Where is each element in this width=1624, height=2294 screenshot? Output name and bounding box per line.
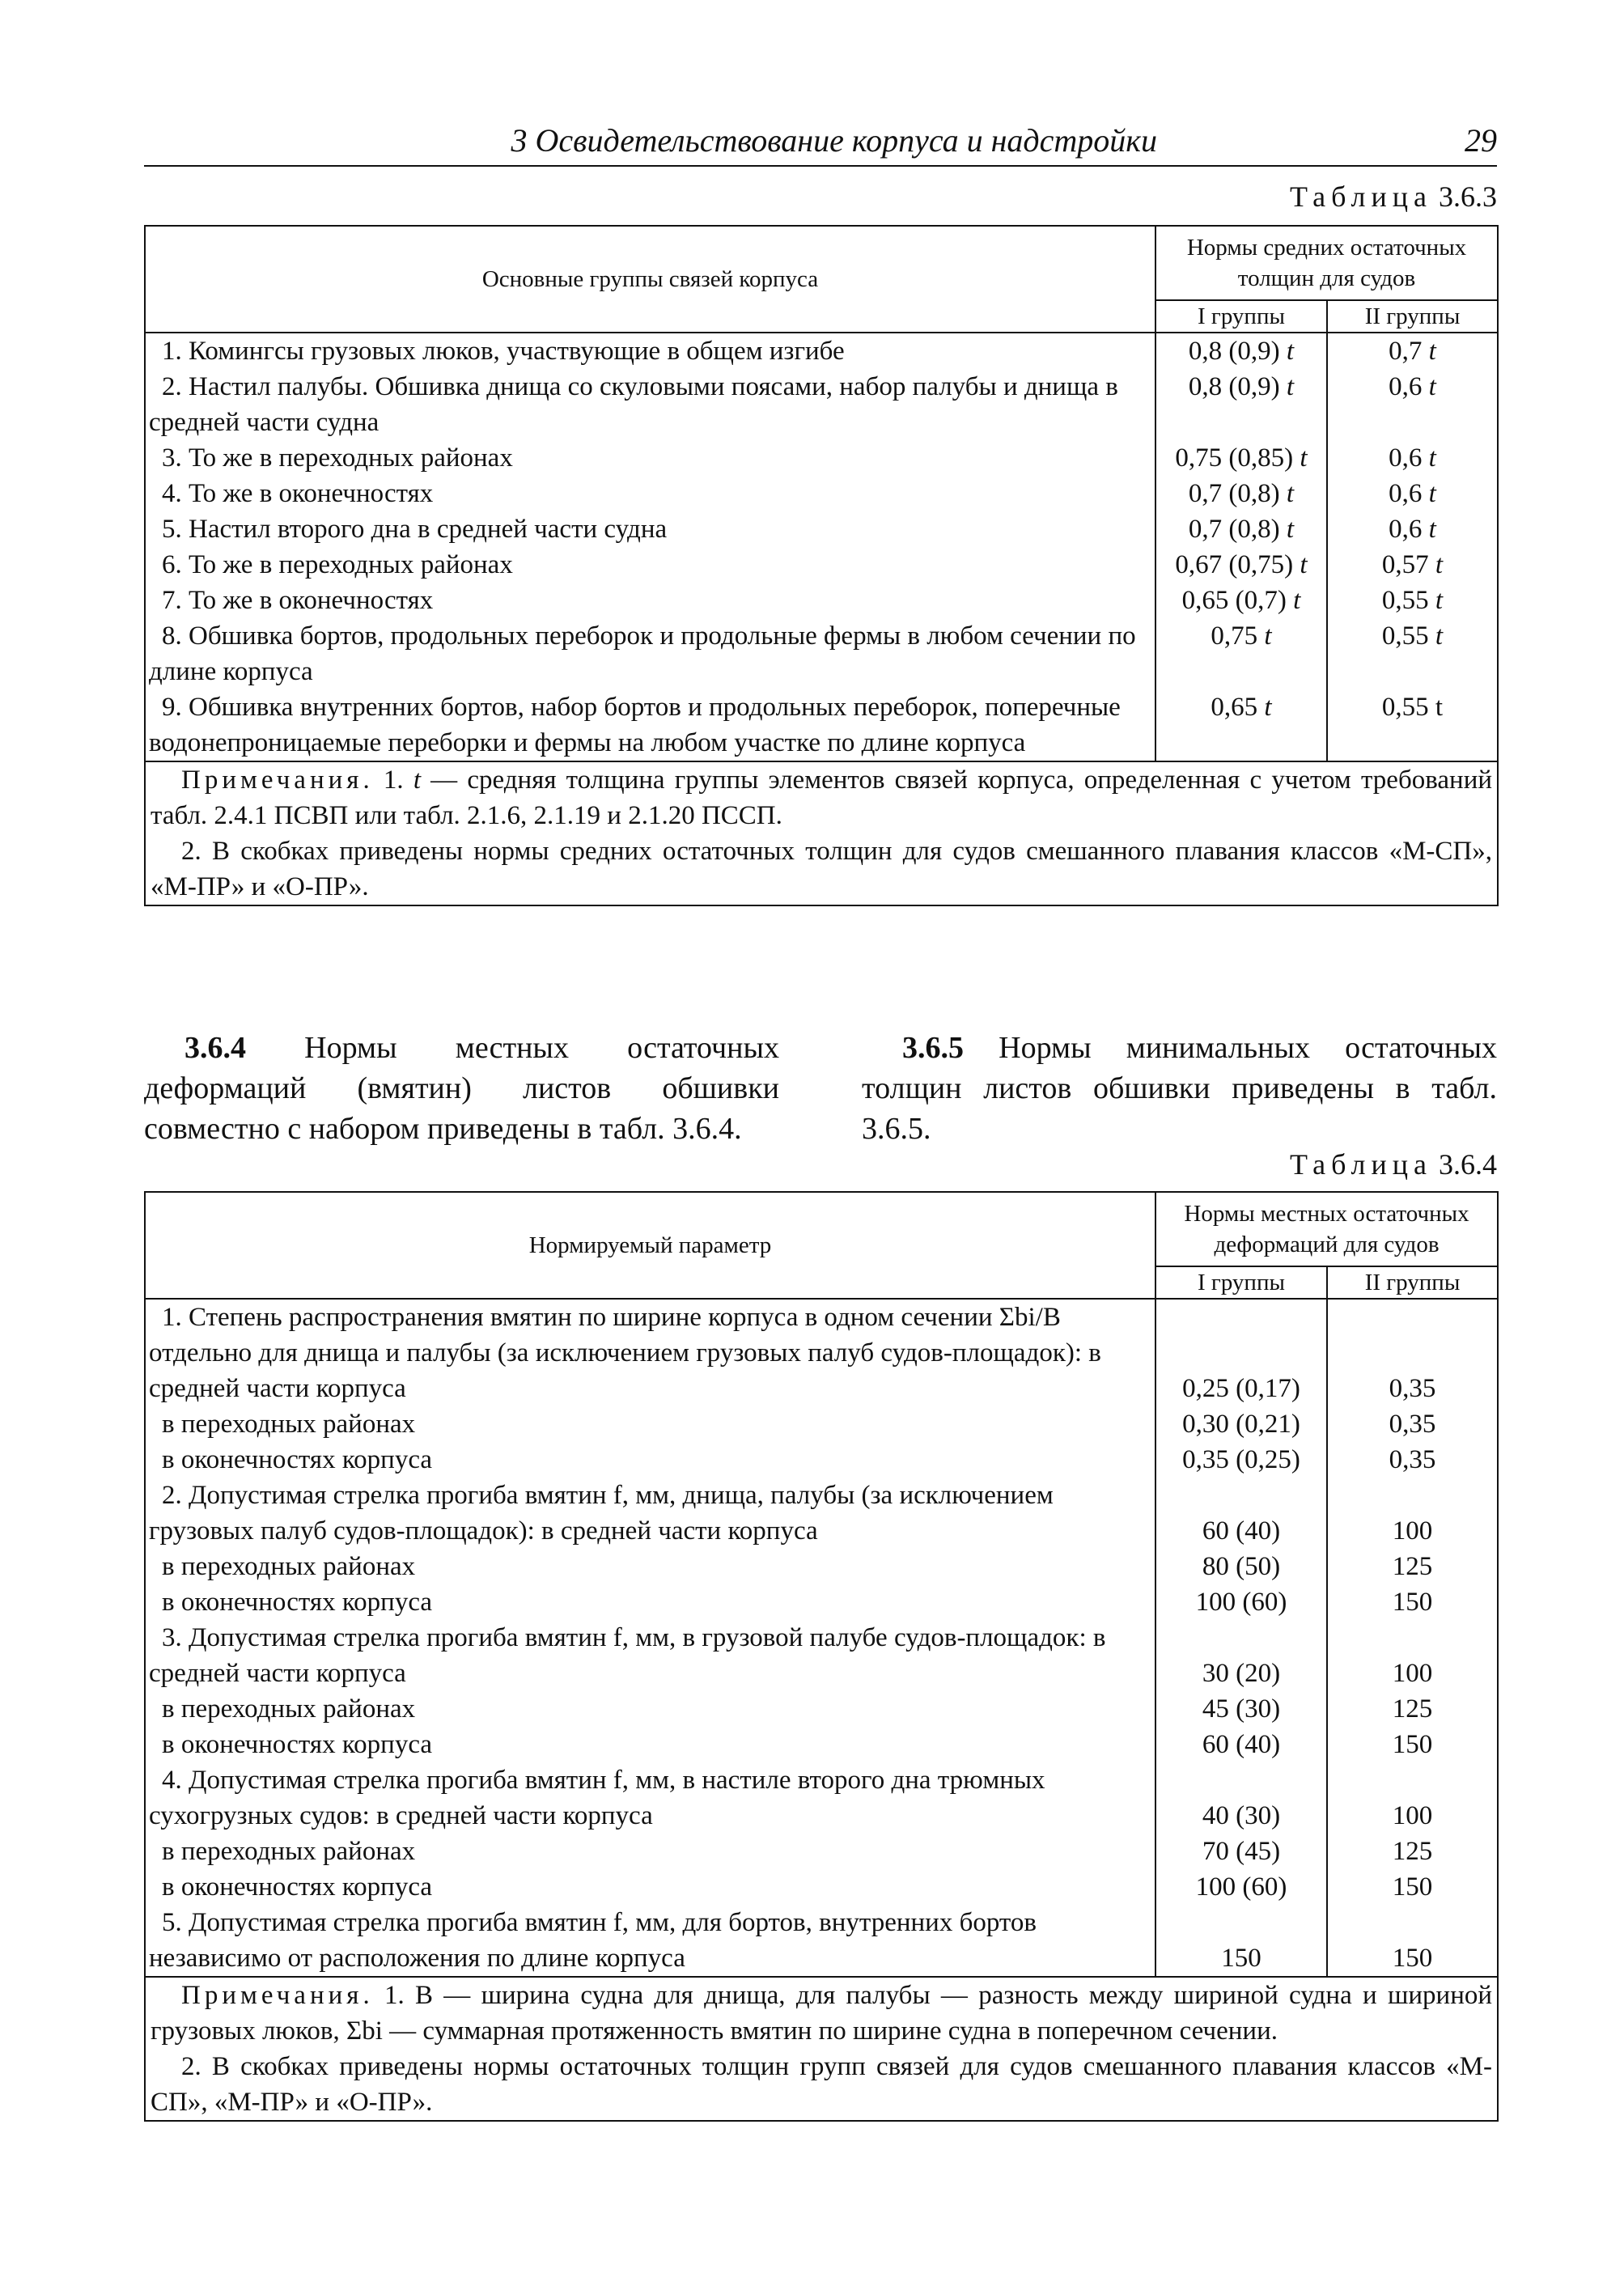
row-label: 2. Настил палубы. Обшивка днища со скуловыми поясами, набор палубы и днища в средней части судна xyxy=(145,369,1155,440)
thickness-symbol: t xyxy=(1428,515,1436,544)
thickness-symbol: t xyxy=(1286,372,1295,401)
note-2: 2. В скобках приведены нормы средних остаточных толщин для судов смешанного плавания классов «М-СП», «М-ПР» и «О-ПР». xyxy=(151,837,1493,901)
thickness-symbol: t xyxy=(1293,586,1301,615)
table-label-word: Таблица xyxy=(1290,1148,1432,1181)
value-group-1: 0,8 (0,9) t xyxy=(1155,369,1327,440)
row-label: в оконечностях корпуса xyxy=(145,1584,1155,1620)
value-group-2: 100 xyxy=(1327,1478,1498,1549)
value-group-1: 0,7 (0,8) t xyxy=(1155,511,1327,547)
value-group-1: 100 (60) xyxy=(1155,1869,1327,1905)
table-row xyxy=(145,1905,1498,1977)
table-row xyxy=(145,1442,1498,1478)
row-label: в оконечностях корпуса xyxy=(145,1869,1155,1905)
table-row xyxy=(145,369,1498,440)
value-group-2: 150 xyxy=(1327,1727,1498,1762)
value-group-1: 0,65 (0,7) t xyxy=(1155,583,1327,618)
table-row xyxy=(145,583,1498,618)
value-group-2: 0,6 t xyxy=(1327,511,1498,547)
running-header xyxy=(144,120,1497,167)
table-3-6-4-notes xyxy=(145,1977,1498,2121)
thickness-symbol: t xyxy=(1286,479,1295,508)
table-row xyxy=(145,440,1498,476)
value-group-2: 125 xyxy=(1327,1691,1498,1727)
table-3-6-3 xyxy=(144,225,1499,906)
value-group-2: 0,6 t xyxy=(1327,369,1498,440)
table-row xyxy=(145,1478,1498,1549)
value-group-2: 150 xyxy=(1327,1584,1498,1620)
value-group-1: 0,7 (0,8) t xyxy=(1155,476,1327,511)
table-row xyxy=(145,333,1498,369)
value-group-1: 60 (40) xyxy=(1155,1478,1327,1549)
value-group-2: 0,55 t xyxy=(1327,618,1498,689)
value-group-2: 100 xyxy=(1327,1620,1498,1691)
table-row xyxy=(145,618,1498,689)
value-group-2: 0,35 xyxy=(1327,1299,1498,1406)
table-3-6-3-label xyxy=(1290,180,1497,214)
thickness-symbol: t xyxy=(1264,621,1272,651)
value-group-1: 30 (20) xyxy=(1155,1620,1327,1691)
thickness-symbol: t xyxy=(1428,443,1436,473)
thickness-symbol: t xyxy=(1435,586,1444,615)
value-group-1: 45 (30) xyxy=(1155,1691,1327,1727)
row-label: 4. То же в оконечностях xyxy=(145,476,1155,511)
value-group-1: 0,67 (0,75) t xyxy=(1155,547,1327,583)
col-header-group-1: I группы xyxy=(1155,1266,1327,1299)
thickness-symbol: t xyxy=(1286,337,1295,366)
row-label: 5. Допустимая стрелка прогиба вмятин f, мм, для бортов, внутренних бортов независимо от расположения по длине корпуса xyxy=(145,1905,1155,1977)
paragraph-3-6-4 xyxy=(144,1028,779,1149)
paragraph-3-6-5 xyxy=(862,1028,1497,1149)
table-row xyxy=(145,547,1498,583)
row-label: 4. Допустимая стрелка прогиба вмятин f, мм, в настиле второго дна трюмных сухогрузных судов: в средней части корпуса xyxy=(145,1762,1155,1834)
table-row xyxy=(145,1727,1498,1762)
value-group-1: 0,65 t xyxy=(1155,689,1327,761)
row-label: в переходных районах xyxy=(145,1406,1155,1442)
thickness-symbol: t xyxy=(1300,443,1308,473)
row-label: в переходных районах xyxy=(145,1834,1155,1869)
note-2: 2. В скобках приведены нормы остаточных толщин групп связей для судов смешанного плавания классов «М-СП», «М-ПР» и «О-ПР». xyxy=(151,2052,1493,2117)
clause-text: Нормы минимальных остаточных толщин листов обшивки приведены в табл. 3.6.5. xyxy=(862,1031,1497,1146)
col-header-main: Основные группы связей корпуса xyxy=(145,226,1155,333)
table-row xyxy=(145,1299,1498,1406)
value-group-1: 0,75 t xyxy=(1155,618,1327,689)
value-group-1: 0,35 (0,25) xyxy=(1155,1442,1327,1478)
value-group-2: 0,6 t xyxy=(1327,476,1498,511)
value-group-2: 125 xyxy=(1327,1834,1498,1869)
row-label: 3. Допустимая стрелка прогиба вмятин f, мм, в грузовой палубе судов-площадок: в средней части корпуса xyxy=(145,1620,1155,1691)
value-group-2: 0,7 t xyxy=(1327,333,1498,369)
thickness-symbol: t xyxy=(1264,693,1272,722)
row-label: 8. Обшивка бортов, продольных переборок и продольные фермы в любом сечении по длине корпуса xyxy=(145,618,1155,689)
row-label: в оконечностях корпуса xyxy=(145,1727,1155,1762)
thickness-symbol: t xyxy=(1300,550,1308,579)
value-group-2: 150 xyxy=(1327,1869,1498,1905)
value-group-2: 125 xyxy=(1327,1549,1498,1584)
note-1: Примечания. 1. t — средняя толщина группы элементов связей корпуса, определенная с учетом требований табл. 2.4.1 ПСВП или табл. 2.1.6, 2.1.19 и 2.1.20 ПССП. xyxy=(151,765,1493,830)
col-header-norms: Нормы средних остаточных толщин для судов xyxy=(1155,226,1498,300)
value-group-1: 40 (30) xyxy=(1155,1762,1327,1834)
row-label: 1. Степень распространения вмятин по ширине корпуса в одном сечении Σbi/B отдельно для днища и палубы (за исключением грузовых палуб судов-площадок): в средней части корпуса xyxy=(145,1299,1155,1406)
table-row xyxy=(145,476,1498,511)
value-group-1: 150 xyxy=(1155,1905,1327,1977)
table-row xyxy=(145,1691,1498,1727)
row-label: 3. То же в переходных районах xyxy=(145,440,1155,476)
value-group-1: 60 (40) xyxy=(1155,1727,1327,1762)
thickness-symbol: t xyxy=(1428,479,1436,508)
table-label-number: 3.6.3 xyxy=(1439,180,1497,213)
row-label: в переходных районах xyxy=(145,1549,1155,1584)
row-label: в переходных районах xyxy=(145,1691,1155,1727)
col-header-norms: Нормы местных остаточных деформаций для судов xyxy=(1155,1192,1498,1266)
row-label: 1. Комингсы грузовых люков, участвующие в общем изгибе xyxy=(145,333,1155,369)
thickness-symbol: t xyxy=(1428,372,1436,401)
value-group-1: 0,25 (0,17) xyxy=(1155,1299,1327,1406)
clause-number: 3.6.5 xyxy=(902,1031,964,1065)
table-3-6-3-notes xyxy=(145,761,1498,905)
value-group-2: 150 xyxy=(1327,1905,1498,1977)
table-label-number: 3.6.4 xyxy=(1439,1148,1497,1181)
thickness-symbol: t xyxy=(1435,621,1444,651)
page-number: 29 xyxy=(1465,122,1497,159)
notes-heading: Примечания. xyxy=(181,1981,374,2010)
value-group-1: 70 (45) xyxy=(1155,1834,1327,1869)
section-title: 3 Освидетельствование корпуса и надстройки xyxy=(511,122,1157,159)
value-group-2: 0,57 t xyxy=(1327,547,1498,583)
table-row xyxy=(145,1406,1498,1442)
value-group-1: 0,30 (0,21) xyxy=(1155,1406,1327,1442)
value-group-2: 0,35 xyxy=(1327,1406,1498,1442)
col-header-group-1: I группы xyxy=(1155,300,1327,333)
value-group-1: 0,75 (0,85) t xyxy=(1155,440,1327,476)
value-group-2: 0,55 t xyxy=(1327,689,1498,761)
table-row xyxy=(145,511,1498,547)
row-label: 2. Допустимая стрелка прогиба вмятин f, мм, днища, палубы (за исключением грузовых палуб судов-площадок): в средней части корпуса xyxy=(145,1478,1155,1549)
table-row xyxy=(145,1834,1498,1869)
value-group-1: 80 (50) xyxy=(1155,1549,1327,1584)
table-row xyxy=(145,1620,1498,1691)
note-1: Примечания. 1. B — ширина судна для днища, для палубы — разность между шириной судна и шириной грузовых люков, Σbi — суммарная протяженность вмятин по ширине судна в поперечном сечении. xyxy=(151,1981,1493,2046)
clause-number: 3.6.4 xyxy=(184,1031,246,1065)
table-label-word: Таблица xyxy=(1290,180,1432,213)
col-header-group-2: II группы xyxy=(1327,1266,1498,1299)
table-3-6-4-label xyxy=(1290,1147,1497,1181)
value-group-2: 100 xyxy=(1327,1762,1498,1834)
row-label: 5. Настил второго дна в средней части судна xyxy=(145,511,1155,547)
row-label: 7. То же в оконечностях xyxy=(145,583,1155,618)
value-group-1: 0,8 (0,9) t xyxy=(1155,333,1327,369)
row-label: 6. То же в переходных районах xyxy=(145,547,1155,583)
table-row xyxy=(145,1869,1498,1905)
thickness-symbol: t xyxy=(1435,550,1444,579)
thickness-symbol: t xyxy=(1286,515,1295,544)
table-row xyxy=(145,1584,1498,1620)
table-row xyxy=(145,1549,1498,1584)
value-group-2: 0,55 t xyxy=(1327,583,1498,618)
col-header-main: Нормируемый параметр xyxy=(145,1192,1155,1299)
col-header-group-2: II группы xyxy=(1327,300,1498,333)
value-group-2: 0,6 t xyxy=(1327,440,1498,476)
row-label: в оконечностях корпуса xyxy=(145,1442,1155,1478)
table-3-6-4 xyxy=(144,1191,1499,2122)
row-label: 9. Обшивка внутренних бортов, набор бортов и продольных переборок, поперечные водонепроницаемые переборки и фермы на любом участке по длине корпуса xyxy=(145,689,1155,761)
table-row xyxy=(145,689,1498,761)
clause-text: Нормы местных остаточных деформаций (вмятин) листов обшивки совместно с набором приведены в табл. 3.6.4. xyxy=(144,1031,779,1146)
table-row xyxy=(145,1762,1498,1834)
value-group-1: 100 (60) xyxy=(1155,1584,1327,1620)
thickness-symbol: t xyxy=(1428,337,1436,366)
value-group-2: 0,35 xyxy=(1327,1442,1498,1478)
notes-heading: Примечания. xyxy=(181,765,374,795)
